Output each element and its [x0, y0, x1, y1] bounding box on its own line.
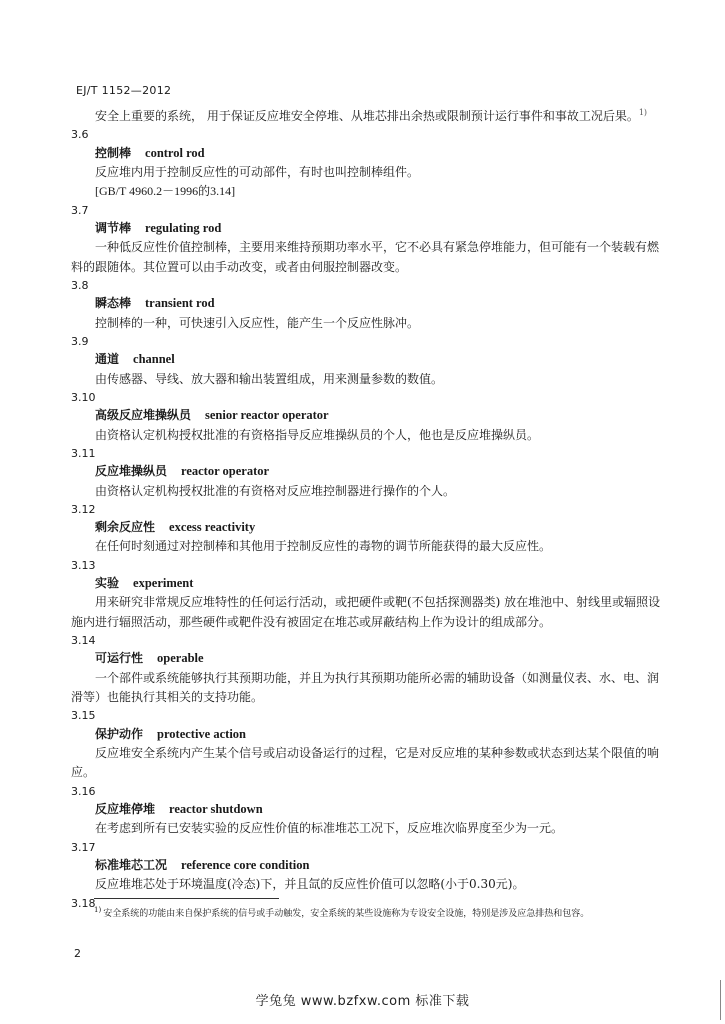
term-definition: 反应堆堆芯处于环境温度(冷态)下，并且氙的反应性价值可以忽略(小于0.30元)。 — [95, 877, 525, 892]
term-en: control rod — [145, 145, 205, 160]
scan-edge-line — [720, 980, 721, 1020]
term-entry — [71, 783, 661, 839]
term-number: 3.9 — [71, 334, 89, 348]
term-definition: 一种低反应性价值控制棒，主要用来维持预期功率水平，它不必具有紧急停堆能力，但可能有一个装载有燃料的跟随体。其位置可以由手动改变，或者由伺服控制器改变。 — [71, 240, 660, 274]
term-heading — [71, 518, 661, 537]
term-entry — [71, 333, 661, 389]
term-zh: 可运行性 — [95, 651, 144, 666]
term-en: senior reactor operator — [205, 408, 329, 423]
term-en: reactor shutdown — [169, 802, 263, 817]
term-zh: 高级反应堆操纵员 — [95, 408, 192, 423]
term-zh: 标准堆芯工况 — [95, 858, 168, 872]
term-definition: 由资格认定机构授权批准的有资格指导反应堆操纵员的个人，他也是反应堆操纵员。 — [95, 427, 540, 442]
term-heading — [71, 462, 661, 481]
term-number: 3.7 — [71, 203, 89, 217]
term-heading — [71, 856, 661, 875]
term-heading — [71, 406, 661, 425]
term-zh: 反应堆操纵员 — [95, 464, 168, 479]
term-number: 3.16 — [71, 784, 96, 798]
term-heading — [71, 219, 661, 238]
footnote-text: 安全系统的功能由来自保护系统的信号或手动触发，安全系统的某些设施称为专设安全设施，特别是涉及应急排热和包容。 — [103, 909, 590, 919]
term-entry — [71, 126, 661, 201]
term-definition: 由资格认定机构授权批准的有资格对反应堆控制器进行操作的个人。 — [95, 483, 456, 498]
term-en: transient rod — [145, 296, 215, 311]
term-en: regulating rod — [145, 220, 222, 235]
term-list — [71, 126, 661, 912]
term-en: reference core condition — [181, 858, 310, 872]
term-entry — [71, 202, 661, 277]
term-definition: 一个部件或系统能够执行其预期功能，并且为执行其预期功能所必需的辅助设备（如测量仪表、水、电、润滑等）也能执行其相关的支持功能。 — [71, 670, 660, 705]
term-number: 3.18 — [71, 896, 96, 910]
term-heading — [71, 725, 661, 744]
term-entry — [71, 277, 661, 333]
term-number: 3.12 — [71, 502, 96, 516]
footnote — [94, 906, 659, 922]
standard-code: EJ/T 1152—2012 — [76, 84, 172, 97]
term-en: channel — [133, 352, 175, 367]
term-zh: 瞬态棒 — [95, 296, 132, 311]
term-heading — [71, 144, 661, 163]
term-definition: 反应堆安全系统内产生某个信号或启动设备运行的过程，它是对反应堆的某种参数或状态到达某个限值的响应。 — [71, 746, 660, 780]
footnote-ref: 1) — [638, 108, 648, 117]
term-citation: [GB/T 4960.2－1996的3.14] — [95, 184, 236, 199]
term-heading — [71, 350, 661, 369]
term-entry — [71, 839, 661, 895]
page-content — [71, 107, 661, 912]
term-heading — [71, 800, 661, 819]
term-entry — [71, 707, 661, 782]
term-zh: 通道 — [95, 352, 120, 367]
term-heading — [71, 649, 661, 668]
continuation-paragraph — [71, 107, 661, 126]
term-heading — [71, 294, 661, 313]
term-definition: 反应堆内用于控制反应性的可动部件，有时也叫控制棒组件。 — [95, 164, 420, 179]
term-definition: 用来研究非常规反应堆特性的任何运行活动，或把硬件或靶(不包括探测器类) 放在堆池中、射线里或辐照设施内进行辐照活动，那些硬件或靶件没有被固定在堆芯或屏蔽结构上作为设计的组成部分。 — [71, 595, 661, 629]
term-definition: 在考虑到所有已安装实验的反应性价值的标准堆芯工况下，反应堆次临界度至少为一元。 — [95, 821, 564, 836]
term-number: 3.11 — [71, 446, 96, 460]
term-heading — [71, 574, 661, 593]
term-number: 3.8 — [71, 278, 89, 292]
term-zh: 剩余反应性 — [95, 520, 156, 535]
term-zh: 实验 — [95, 576, 120, 591]
continuation-text: 安全上重要的系统， 用于保证反应堆安全停堆、从堆芯排出余热或限制预计运行事件和事故工况后果。 — [95, 109, 639, 123]
term-definition: 控制棒的一种，可快速引入反应性，能产生一个反应性脉冲。 — [95, 315, 420, 330]
site-watermark: 学兔兔 www.bzfxw.com 标准下载 — [255, 994, 470, 1009]
term-zh: 反应堆停堆 — [95, 802, 156, 817]
term-entry — [71, 445, 661, 501]
term-en: protective action — [157, 726, 246, 741]
term-definition: 在任何时刻通过对控制棒和其他用于控制反应性的毒物的调节所能获得的最大反应性。 — [95, 539, 552, 554]
term-en: experiment — [133, 576, 194, 591]
term-en: operable — [157, 651, 204, 666]
term-number: 3.10 — [71, 390, 96, 404]
footnote-marker: 1) — [94, 906, 102, 914]
term-number: 3.15 — [71, 709, 96, 723]
term-zh: 调节棒 — [95, 220, 132, 235]
term-number: 3.13 — [71, 558, 96, 572]
page-number: 2 — [74, 947, 81, 960]
term-definition: 由传感器、导线、放大器和输出装置组成，用来测量参数的数值。 — [95, 371, 444, 386]
term-entry — [71, 557, 661, 632]
term-number: 3.17 — [71, 840, 96, 854]
term-number: 3.14 — [71, 634, 96, 648]
term-entry — [71, 632, 661, 707]
term-number: 3.6 — [71, 128, 89, 142]
term-entry — [71, 501, 661, 557]
term-en: reactor operator — [181, 464, 270, 479]
term-zh: 保护动作 — [95, 726, 144, 741]
term-zh: 控制棒 — [95, 145, 132, 160]
term-entry — [71, 389, 661, 445]
footnote-divider — [94, 898, 279, 899]
term-en: excess reactivity — [169, 520, 256, 535]
